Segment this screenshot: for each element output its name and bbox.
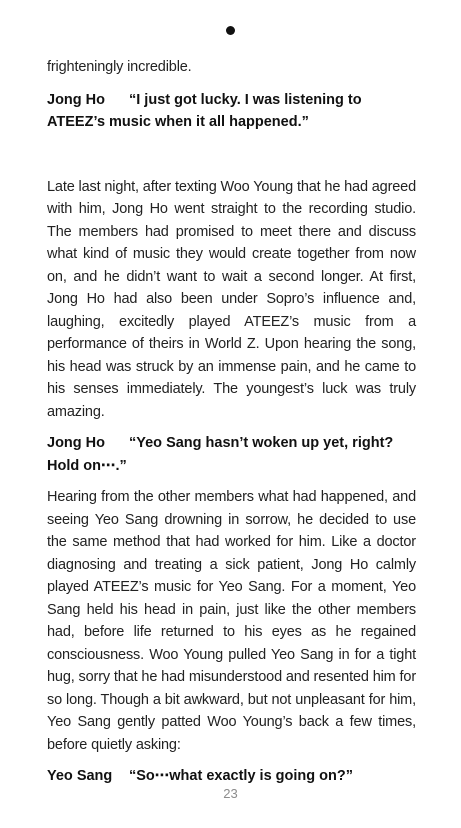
- page-number: 23: [223, 786, 238, 801]
- page-marker-dot: [226, 26, 235, 35]
- dialogue-speaker: Jong Ho: [47, 435, 105, 451]
- dialogue-speaker: Yeo Sang: [47, 768, 113, 784]
- dialogue-2: [47, 432, 416, 477]
- dialogue-line: “So⋯what exactly is going on?”: [129, 768, 353, 784]
- paragraph-1: frighteningly incredible.: [47, 59, 192, 75]
- dialogue-1: [47, 89, 416, 134]
- paragraph-2: Late last night, after texting Woo Young that he had agreed with him, Jong Ho went straight to the recording studio. The members had promised to meet there and discuss what kind of music they would create together from now on, and he didn’t want to wait a second longer. At first, Jong Ho had also been under Sopro’s influence and, laughing, excitedly played ATEEZ’s music from a performance of theirs in World Z. Upon hearing the song, his head was struck by an immense pain, and he came to his senses immediately. The youngest’s luck was truly amazing.: [47, 178, 416, 420]
- dialogue-speaker: Jong Ho: [47, 91, 105, 108]
- dialogue-line: “Yeo Sang hasn’t woken up yet, right? Hold on⋯.”: [47, 435, 394, 474]
- paragraph-3: Hearing from the other members what had happened, and seeing Yeo Sang drowning in sorrow, he decided to use the same method that had worked for him. Like a doctor diagnosing and treating a sick patient, Jong Ho calmly played ATEEZ’s music for Yeo Sang. For a moment, Yeo Sang held his head in pain, just like the other members had, before life returned to his eyes as he regained consciousness. Woo Young pulled Yeo Sang in for a tight hug, sorry that he had misunderstood and resented him for so long. Though a bit awkward, but not unpleasant for him, Yeo Sang gently patted Woo Young’s back a few times, before quietly asking:: [47, 489, 416, 753]
- dialogue-line: “I just got lucky. I was listening to ATEEZ’s music when it all happened.”: [47, 91, 362, 130]
- page-body: [47, 56, 416, 788]
- dialogue-3: [47, 765, 416, 788]
